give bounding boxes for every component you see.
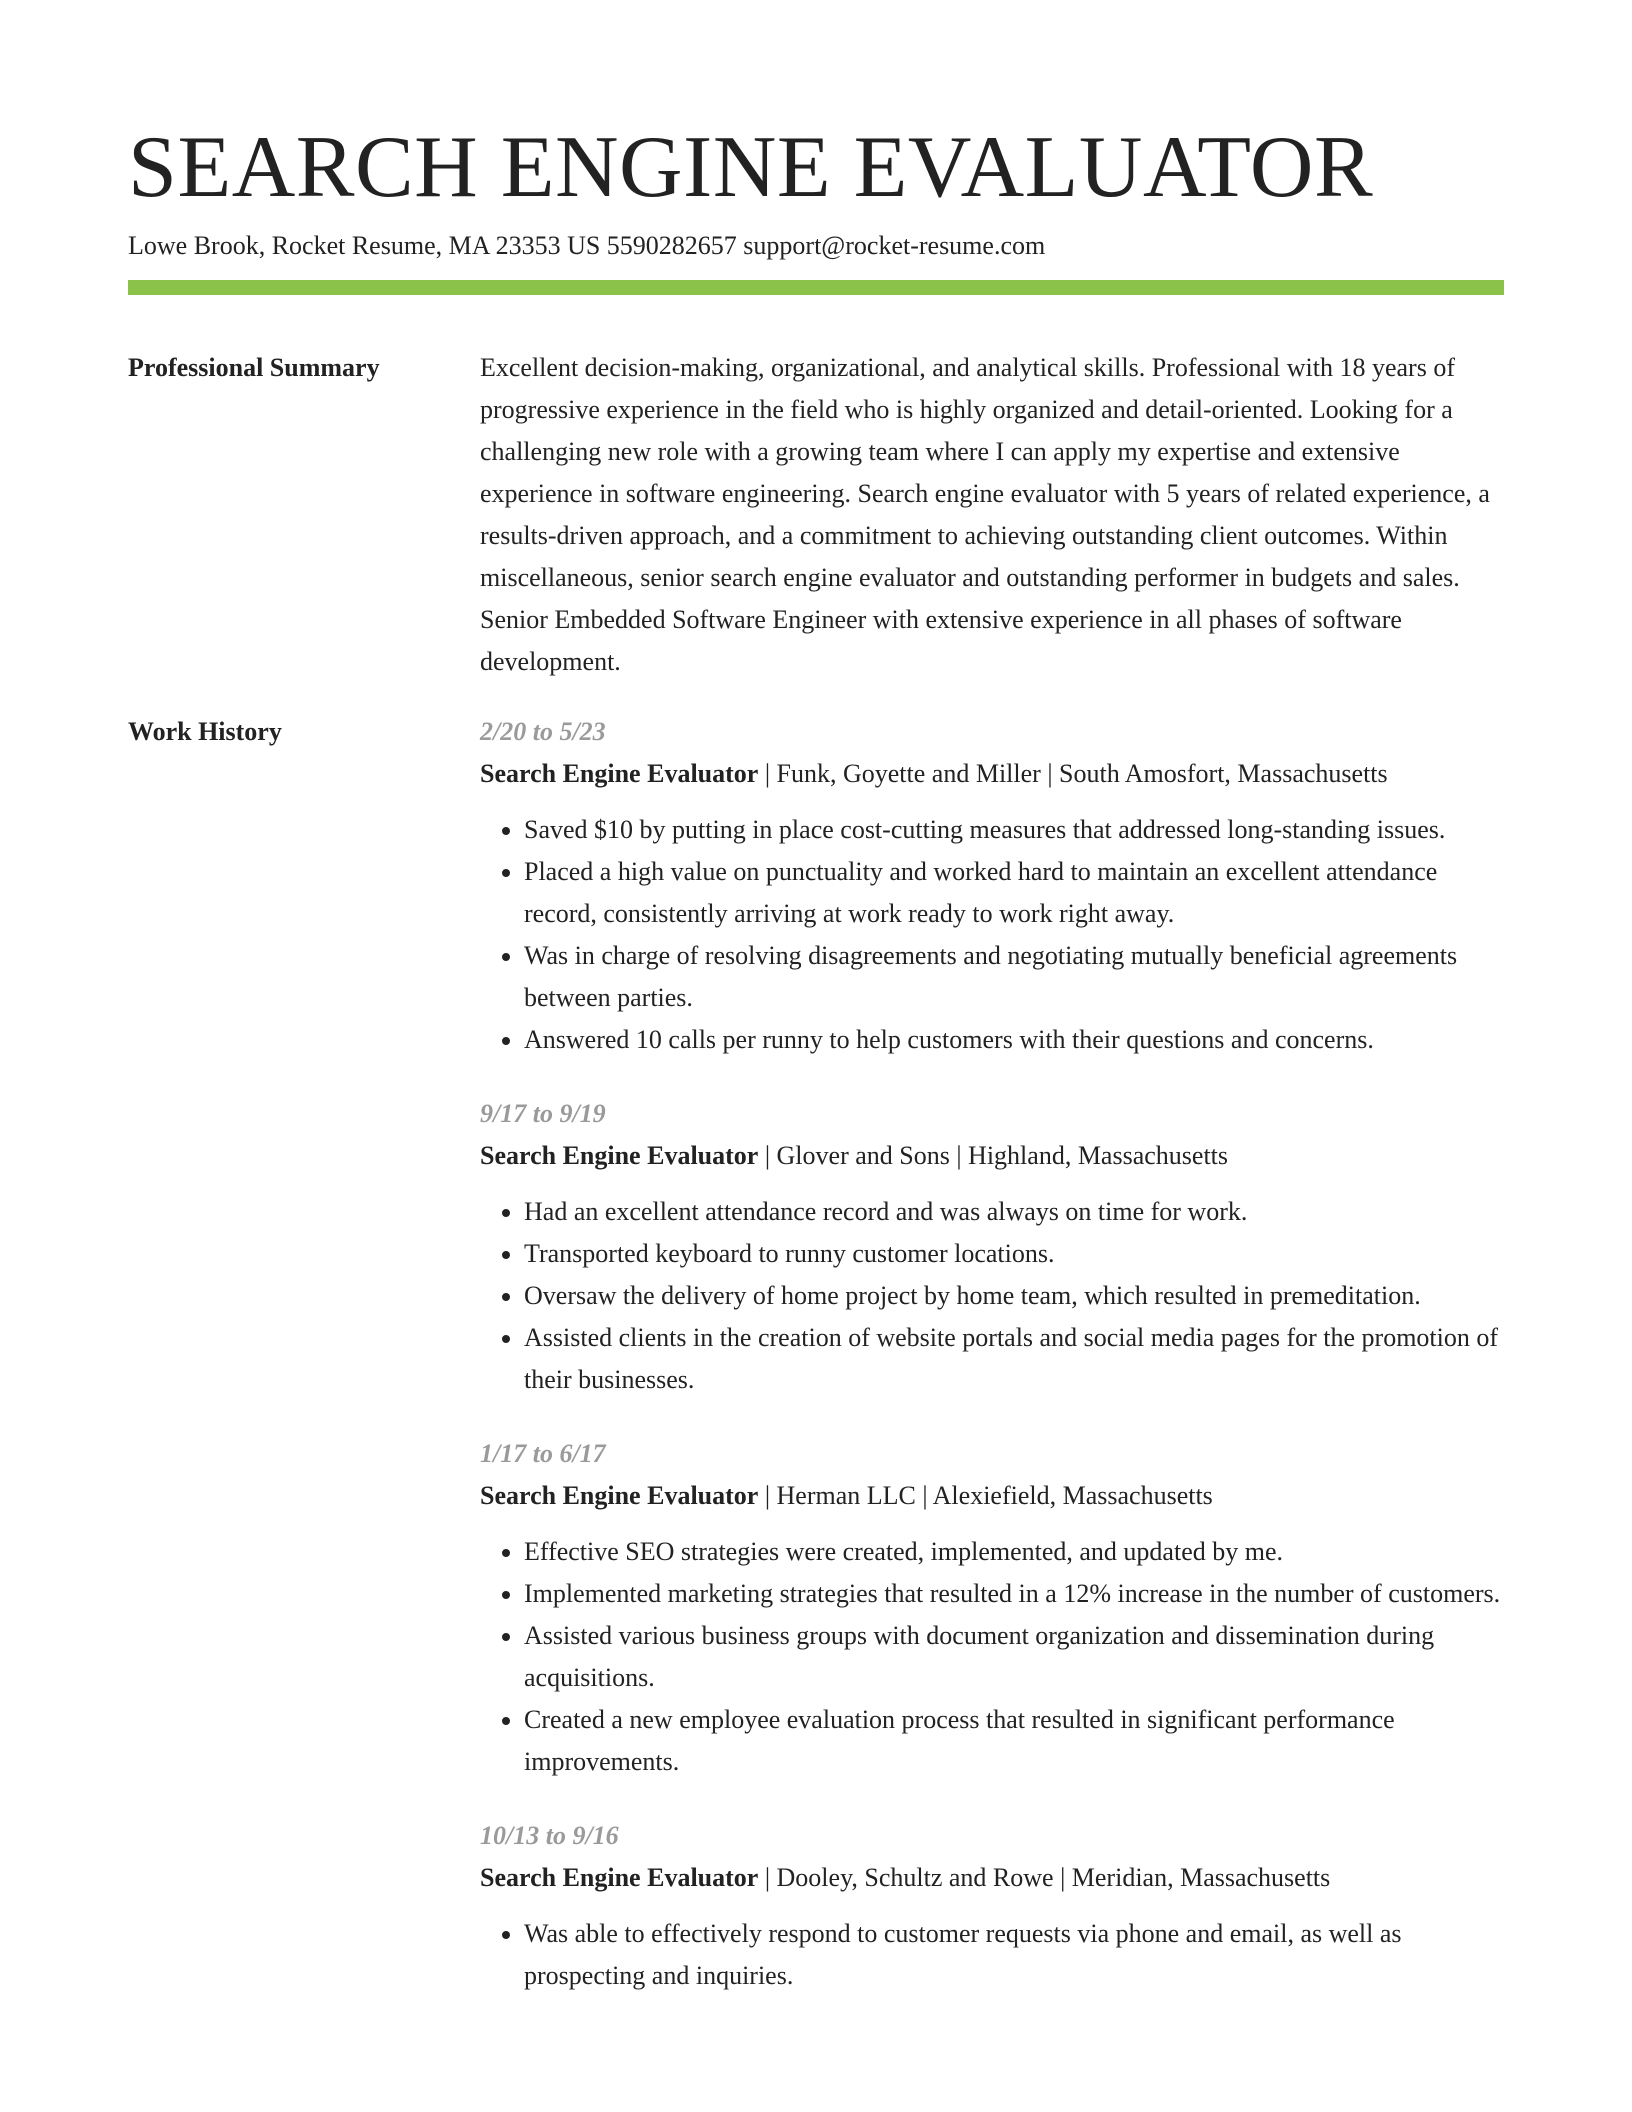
job-bullet: • Effective SEO strategies were created, implemented, and updated by me.: [524, 1531, 1504, 1573]
job-bullet: • Saved $10 by putting in place cost-cutting measures that addressed long-standing issues.: [524, 809, 1504, 851]
job-dates: 9/17 to 9/19: [480, 1099, 606, 1128]
summary-body: [480, 347, 1504, 683]
job-entry: [480, 1093, 1504, 1401]
job-bullet: • Placed a high value on punctuality and worked hard to maintain an excellent attendance record, consistently arriving at work ready to work right away.: [524, 851, 1504, 935]
job-bullet: • Transported keyboard to runny customer locations.: [524, 1233, 1504, 1275]
job-bullet: • Assisted various business groups with document organization and dissemination during acquisitions.: [524, 1615, 1504, 1699]
work-history-body: [480, 711, 1504, 2029]
job-bullet-list: [480, 1191, 1504, 1401]
job-bullet: • Was able to effectively respond to customer requests via phone and email, as well as prospecting and inquiries.: [524, 1913, 1504, 1997]
section-label-work: Work History: [128, 717, 282, 746]
job-employer-location: | Herman LLC | Alexiefield, Massachusetts: [758, 1481, 1213, 1510]
job-bullet-list: [480, 1531, 1504, 1783]
job-heading: [480, 1135, 1504, 1177]
job-heading: [480, 1857, 1504, 1899]
professional-summary-section: [128, 347, 1504, 683]
job-title: Search Engine Evaluator: [480, 1141, 759, 1170]
job-entry: [480, 711, 1504, 1061]
job-title: Search Engine Evaluator: [480, 1481, 759, 1510]
job-bullet: • Oversaw the delivery of home project by home team, which resulted in premeditation.: [524, 1275, 1504, 1317]
job-employer-location: | Dooley, Schultz and Rowe | Meridian, Massachusetts: [758, 1863, 1331, 1892]
contact-line: Lowe Brook, Rocket Resume, MA 23353 US 5590282657 support@rocket-resume.com: [128, 231, 1046, 260]
job-dates: 2/20 to 5/23: [480, 717, 606, 746]
job-bullet: • Was in charge of resolving disagreements and negotiating mutually beneficial agreements between parties.: [524, 935, 1504, 1019]
job-bullet-list: [480, 809, 1504, 1061]
job-heading: [480, 1475, 1504, 1517]
accent-divider: [128, 280, 1504, 295]
work-history-section: [128, 711, 1504, 2029]
job-dates: 10/13 to 9/16: [480, 1821, 619, 1850]
job-bullet: • Assisted clients in the creation of website portals and social media pages for the promotion of their businesses.: [524, 1317, 1504, 1401]
section-label-summary: Professional Summary: [128, 353, 380, 382]
job-bullet: • Answered 10 calls per runny to help customers with their questions and concerns.: [524, 1019, 1504, 1061]
job-bullet: • Had an excellent attendance record and was always on time for work.: [524, 1191, 1504, 1233]
job-entry: [480, 1815, 1504, 1997]
job-title: Search Engine Evaluator: [480, 1863, 759, 1892]
summary-text: Excellent decision-making, organizational, and analytical skills. Professional with 18 years of progressive experience in the field who is highly organized and detail-oriented. Looking for a challenging new role with a growing team where I can apply my expertise and extensive experience in software engineering. Search engine evaluator with 5 years of related experience, a results-driven approach, and a commitment to achieving outstanding client outcomes. Within miscellaneous, senior search engine evaluator and outstanding performer in budgets and sales. Senior Embedded Software Engineer with extensive experience in all phases of software development.: [480, 353, 1490, 676]
job-title: Search Engine Evaluator: [480, 759, 759, 788]
job-heading: [480, 753, 1504, 795]
job-bullet: • Implemented marketing strategies that resulted in a 12% increase in the number of customers.: [524, 1573, 1504, 1615]
job-employer-location: | Glover and Sons | Highland, Massachusetts: [758, 1141, 1229, 1170]
resume-title: SEARCH ENGINE EVALUATOR: [128, 119, 1374, 216]
resume-page: [128, 118, 1504, 2029]
job-employer-location: | Funk, Goyette and Miller | South Amosfort, Massachusetts: [758, 759, 1388, 788]
job-entry: [480, 1433, 1504, 1783]
job-bullet: • Created a new employee evaluation process that resulted in significant performance improvements.: [524, 1699, 1504, 1783]
job-dates: 1/17 to 6/17: [480, 1439, 606, 1468]
job-bullet-list: [480, 1913, 1504, 1997]
